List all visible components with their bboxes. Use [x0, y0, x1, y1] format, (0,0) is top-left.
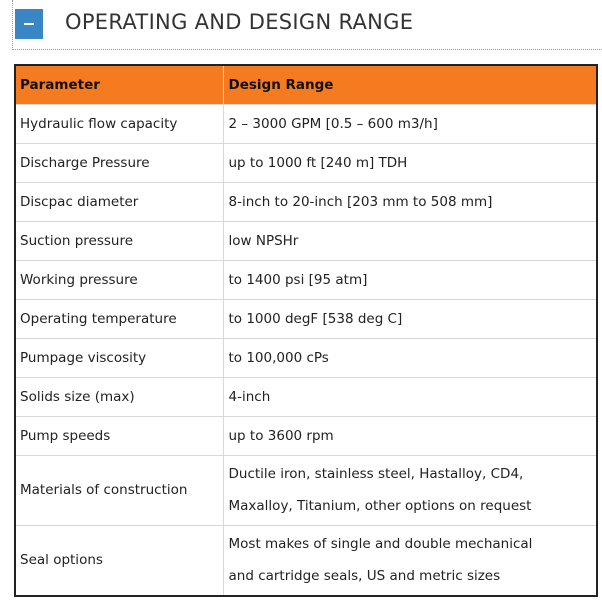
table-row: [16, 104, 596, 143]
design-range-value: Maxalloy, Titanium, other options on request: [228, 498, 532, 514]
column-header-design-range: Design Range: [223, 66, 596, 104]
collapse-toggle-button[interactable]: [15, 9, 43, 39]
design-range-cell: [223, 455, 596, 525]
design-range-cell: [223, 377, 596, 416]
parameter-cell: Pumpage viscosity: [16, 338, 223, 377]
parameter-cell: Suction pressure: [16, 221, 223, 260]
table-row: [16, 455, 596, 525]
parameter-cell: Pump speeds: [16, 416, 223, 455]
table-row: [16, 143, 596, 182]
parameter-cell: Discharge Pressure: [16, 143, 223, 182]
design-range-value: up to 3600 rpm: [228, 427, 334, 444]
parameter-cell: Hydraulic flow capacity: [16, 104, 223, 143]
design-range-cell: [223, 299, 596, 338]
design-range-cell: [223, 338, 596, 377]
table-row: [16, 299, 596, 338]
design-range-value: Most makes of single and double mechanical: [228, 536, 533, 553]
design-range-cell: [223, 104, 596, 143]
design-range-cell: [223, 182, 596, 221]
parameter-cell: Seal options: [16, 525, 223, 595]
design-range-cell: [223, 525, 596, 595]
table-row: [16, 182, 596, 221]
table-row: [16, 416, 596, 455]
design-range-cell: [223, 221, 596, 260]
parameter-cell: Discpac diameter: [16, 182, 223, 221]
design-range-value: low NPSHr: [228, 232, 299, 249]
design-range-table: [16, 66, 596, 595]
section-header: [12, 0, 602, 50]
parameter-cell: Operating temperature: [16, 299, 223, 338]
design-range-value: and cartridge seals, US and metric sizes: [228, 568, 501, 585]
design-range-cell: [223, 416, 596, 455]
table-row: [16, 221, 596, 260]
table-row: [16, 377, 596, 416]
design-range-cell: [223, 260, 596, 299]
table-row: [16, 260, 596, 299]
design-range-value: 2 – 3000 GPM [0.5 – 600 m3/h]: [228, 115, 438, 132]
table-header-row: [16, 66, 596, 104]
section-title: OPERATING AND DESIGN RANGE: [65, 10, 414, 34]
parameter-cell: Solids size (max): [16, 377, 223, 416]
column-header-parameter: Parameter: [16, 66, 223, 104]
minus-icon: [24, 23, 34, 25]
design-range-value: to 1400 psi [95 atm]: [228, 271, 368, 288]
design-range-value: up to 1000 ft [240 m] TDH: [228, 154, 408, 171]
table-body: [16, 104, 596, 595]
design-range-value: 4-inch: [228, 388, 271, 405]
parameter-cell: Materials of construction: [16, 455, 223, 525]
table-row: [16, 525, 596, 595]
design-range-table-container: [14, 64, 598, 597]
design-range-value: to 1000 degF [538 deg C]: [228, 310, 403, 327]
design-range-value: Ductile iron, stainless steel, Hastalloy, CD4,: [228, 466, 524, 482]
table-row: [16, 338, 596, 377]
design-range-cell: [223, 143, 596, 182]
parameter-cell: Working pressure: [16, 260, 223, 299]
design-range-value: 8-inch to 20-inch [203 mm to 508 mm]: [228, 193, 493, 210]
design-range-value: to 100,000 cPs: [228, 349, 329, 366]
